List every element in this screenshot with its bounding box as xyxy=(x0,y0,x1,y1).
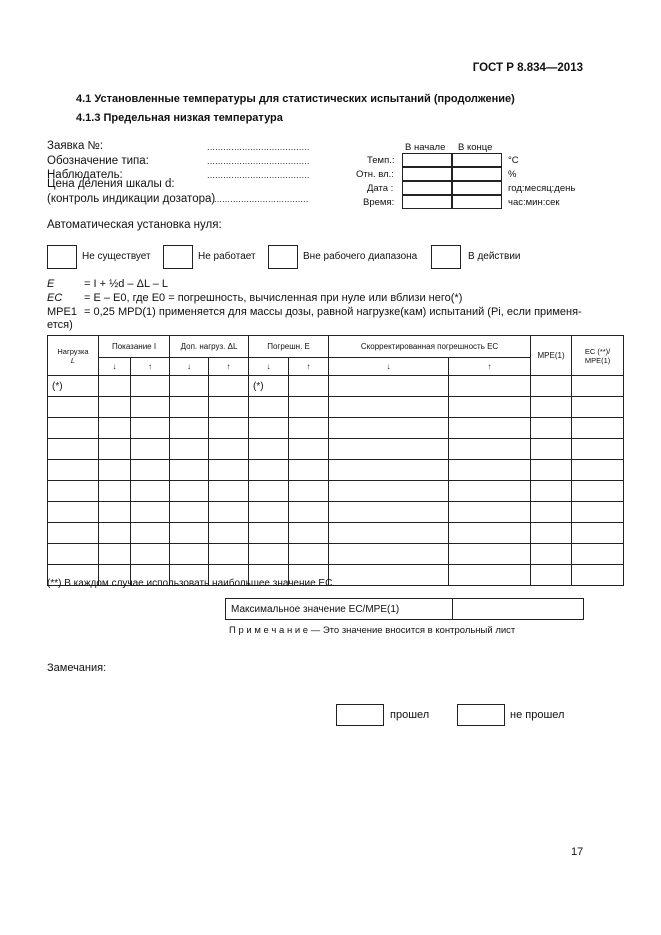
in-action-label: В действии xyxy=(468,251,521,262)
load-header: Нагрузка L xyxy=(48,336,99,376)
table-row xyxy=(48,481,624,502)
sub-header-up: ↑ xyxy=(449,358,531,376)
table-row xyxy=(48,418,624,439)
time-label: Время: xyxy=(363,197,395,208)
indication-control-field[interactable]: ................................... xyxy=(214,194,309,204)
max-value-label: Максимальное значение EC/MPE(1) xyxy=(226,599,453,620)
temperature-start-field[interactable] xyxy=(402,153,452,167)
sub-header-up: ↑ xyxy=(131,358,170,376)
sub-header-up: ↑ xyxy=(289,358,329,376)
date-unit: год:месяц:день xyxy=(508,183,576,194)
table-row xyxy=(48,544,624,565)
sub-header-down: ↓ xyxy=(329,358,449,376)
time-unit: час:мин:сек xyxy=(508,197,560,208)
sub-header-up: ↑ xyxy=(209,358,249,376)
ec-symbol: EC xyxy=(47,292,63,304)
temperature-label: Темп.: xyxy=(367,155,395,166)
table-row xyxy=(48,439,624,460)
passed-label: прошел xyxy=(390,709,430,721)
application-field[interactable]: ...................................... xyxy=(207,142,310,152)
out-of-range-checkbox[interactable] xyxy=(268,245,298,269)
application-label: Заявка №: xyxy=(47,140,104,152)
zero-load-cell[interactable]: (*) xyxy=(48,376,99,397)
sub-header-down: ↓ xyxy=(170,358,209,376)
additional-load-header: Доп. нагруз. ΔL xyxy=(170,336,249,358)
humidity-label: Отн. вл.: xyxy=(356,169,394,180)
error-header: Погрешн. E xyxy=(249,336,329,358)
table-row xyxy=(48,397,624,418)
max-value-field[interactable] xyxy=(453,599,584,620)
not-working-label: Не работает xyxy=(198,251,256,262)
temperature-end-field[interactable] xyxy=(452,153,502,167)
corrected-error-header: Скорректированная погрешность EC xyxy=(329,336,531,358)
page-number: 17 xyxy=(571,846,584,858)
remarks-label: Замечания: xyxy=(47,662,107,674)
not-exist-label: Не существует xyxy=(82,251,151,262)
mpe-symbol: MPE1 xyxy=(47,306,77,318)
not-working-checkbox[interactable] xyxy=(163,245,193,269)
date-start-field[interactable] xyxy=(402,181,452,195)
standard-number: ГОСТ Р 8.834—2013 xyxy=(472,62,583,74)
observer-field[interactable]: ...................................... xyxy=(207,170,310,180)
sub-header-down: ↓ xyxy=(99,358,131,376)
indication-header: Показание I xyxy=(99,336,170,358)
max-value-table xyxy=(225,598,584,620)
e-symbol: E xyxy=(47,278,55,290)
not-exist-checkbox[interactable] xyxy=(47,245,77,269)
table-footnote: (**) В каждом случае использовать наибольшее значение EC. xyxy=(47,578,336,589)
subsection-heading: 4.1.3 Предельная низкая температура xyxy=(76,112,283,124)
temperature-unit: °C xyxy=(508,155,519,166)
observer-label: Наблюдатель: xyxy=(47,169,123,181)
results-table xyxy=(47,335,624,586)
humidity-start-field[interactable] xyxy=(402,167,452,181)
table-row xyxy=(48,502,624,523)
col-start-label: В начале xyxy=(405,142,446,153)
auto-zero-label: Автоматическая установка нуля: xyxy=(47,219,222,231)
e-definition: = I + ½d – ΔL – L xyxy=(84,278,168,290)
date-label: Дата : xyxy=(367,183,394,194)
failed-label: не прошел xyxy=(510,709,565,721)
in-action-checkbox[interactable] xyxy=(431,245,461,269)
ec-definition: = E – E0, где E0 = погрешность, вычисленная при нуле или вблизи него(*) xyxy=(84,292,463,304)
table-row xyxy=(48,523,624,544)
indication-control-label: (контроль индикации дозатора) xyxy=(47,193,216,205)
date-end-field[interactable] xyxy=(452,181,502,195)
section-heading: 4.1 Установленные температуры для статистических испытаний (продолжение) xyxy=(76,93,515,105)
sub-header-down: ↓ xyxy=(249,358,289,376)
type-designation-field[interactable]: ...................................... xyxy=(207,156,310,166)
type-designation-label: Обозначение типа: xyxy=(47,155,149,167)
mpe-header: MPE(1) xyxy=(531,336,572,376)
note-text: П р и м е ч а н и е — Это значение вносится в контрольный лист xyxy=(229,625,516,636)
time-start-field[interactable] xyxy=(402,195,452,209)
out-of-range-label: Вне рабочего диапазона xyxy=(303,251,418,262)
mpe-definition-continued: ется) xyxy=(47,319,73,331)
passed-checkbox[interactable] xyxy=(336,704,384,726)
col-end-label: В конце xyxy=(458,142,493,153)
ratio-header: EC (**)/ MPE(1) xyxy=(572,336,624,376)
table-row xyxy=(48,460,624,481)
scale-division-label: Цена деления шкалы d: xyxy=(47,178,175,190)
humidity-unit: % xyxy=(508,169,517,180)
table-row xyxy=(48,376,624,397)
failed-checkbox[interactable] xyxy=(457,704,505,726)
mpe-definition: = 0,25 MPD(1) применяется для массы дозы, равной нагрузке(кам) испытаний (Pi, если применя- xyxy=(84,306,582,318)
zero-error-cell[interactable]: (*) xyxy=(249,376,289,397)
humidity-end-field[interactable] xyxy=(452,167,502,181)
time-end-field[interactable] xyxy=(452,195,502,209)
